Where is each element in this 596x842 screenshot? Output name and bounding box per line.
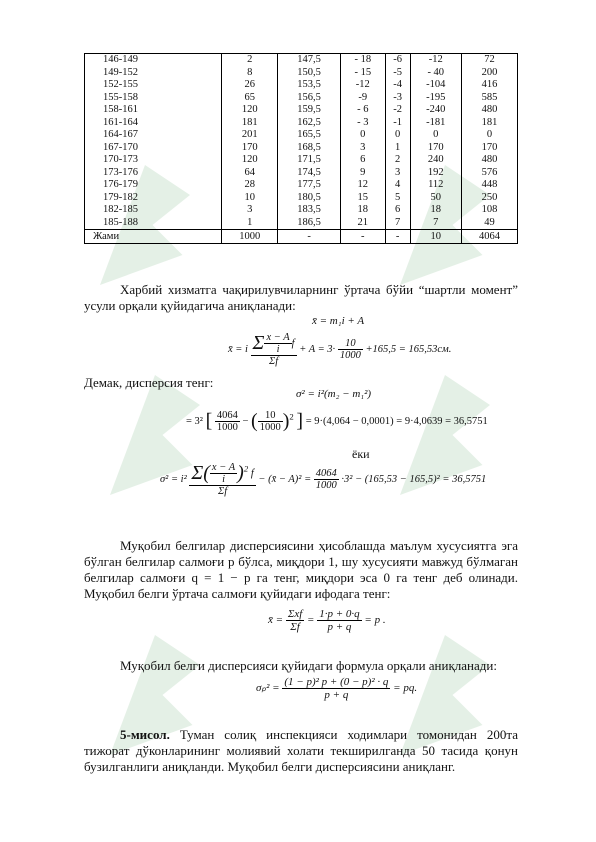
table-cell: 10: [410, 230, 462, 244]
table-cell: 147,5: [278, 54, 341, 67]
table-cell: 576: [462, 167, 518, 180]
table-cell: 167-170: [85, 142, 222, 155]
table-cell: 2: [222, 54, 278, 67]
table-cell: 15: [340, 192, 385, 205]
table-cell: - 18: [340, 54, 385, 67]
table-cell: -: [278, 230, 341, 244]
table-cell: 162,5: [278, 117, 341, 130]
table-cell: -2: [385, 104, 410, 117]
table-row: [85, 104, 518, 117]
table-cell: 250: [462, 192, 518, 205]
formula-variance-calc: = 3² [ $\frac{4064}{1000}$ − ( $\frac{10}{1000}$ )$^2$ ] = 9·(4,064 − 0,0001) = 9·4,0639 = 36,5751: [186, 410, 488, 433]
table-cell: 64: [222, 167, 278, 180]
table-cell: 152-155: [85, 79, 222, 92]
table-cell: 170: [222, 142, 278, 155]
table-row: [85, 167, 518, 180]
formula-mean-full: x̄ = i Σ $\frac{x - A}{i}$ f Σf + A = 3· $\frac{10}{1000}$ +165,5 = 165,53см.: [228, 332, 452, 367]
table-cell: 185-188: [85, 217, 222, 230]
table-cell: 1: [222, 217, 278, 230]
table-cell: -6: [385, 54, 410, 67]
table-cell: 1000: [222, 230, 278, 244]
table-cell: 165,5: [278, 129, 341, 142]
formula-alt-mean: x̄ = $\frac{\text{Σxf}}{\Sigma f}$ = $\frac{1\cdot p + 0\cdot q}{p + q}$ = p .: [268, 608, 386, 633]
table-row: [85, 129, 518, 142]
table-cell: Жами: [85, 230, 222, 244]
example-label: 5-мисол.: [120, 727, 170, 742]
table-cell: 4: [385, 179, 410, 192]
table-cell: 240: [410, 154, 462, 167]
table-row: [85, 217, 518, 230]
table-cell: 108: [462, 204, 518, 217]
table-cell: - 40: [410, 67, 462, 80]
table-cell: 156,5: [278, 92, 341, 105]
table-cell: 170: [462, 142, 518, 155]
table-cell: 7: [385, 217, 410, 230]
table-cell: 3: [222, 204, 278, 217]
example-text: Туман солиқ инспекцияси ходимлари томонидан 200та тижорат дўконларининг молиявий холати текширилганда 50 тасида қонун бузилганлиги аниқланди. Муқобил белги дисперсиясини аниқланг.: [84, 727, 518, 774]
table-cell: -12: [410, 54, 462, 67]
table-cell: 146-149: [85, 54, 222, 67]
table-cell: 181: [462, 117, 518, 130]
table-total-row: [85, 230, 518, 244]
table-cell: 183,5: [278, 204, 341, 217]
paragraph-moment-method: Харбий хизматга чақирилувчиларнинг ўртача бўйи “шартли момент” усули орқали қуйидагича аниқланади:: [84, 282, 518, 313]
table-cell: 180,5: [278, 192, 341, 205]
table-cell: 112: [410, 179, 462, 192]
table-cell: 10: [222, 192, 278, 205]
table-cell: 72: [462, 54, 518, 67]
table-cell: 480: [462, 104, 518, 117]
table-row: [85, 117, 518, 130]
table-cell: -9: [340, 92, 385, 105]
table-cell: 176-179: [85, 179, 222, 192]
table-cell: - 3: [340, 117, 385, 130]
table-cell: 153,5: [278, 79, 341, 92]
table-cell: 168,5: [278, 142, 341, 155]
table-row: [85, 142, 518, 155]
table-cell: 6: [340, 154, 385, 167]
table-row: [85, 79, 518, 92]
paragraph-alternative-attributes: Муқобил белгилар дисперсиясини ҳисоблашда маълум хусусиятга эга бўлган белгилар салмоғи p бўлса, миқдори 1, шу хусусияти мавжуд бўлмаган белгилар салмоғи q = 1 − p га тенг, миқдори эса 0 га тенг деб олинади. Муқобил белги ўртача салмоғи қуйидаги ифодага тенг:: [84, 538, 518, 601]
table-cell: 170-173: [85, 154, 222, 167]
table-cell: 120: [222, 104, 278, 117]
table-cell: -12: [340, 79, 385, 92]
table-cell: 155-158: [85, 92, 222, 105]
table-cell: 2: [385, 154, 410, 167]
table-cell: 585: [462, 92, 518, 105]
table-cell: 12: [340, 179, 385, 192]
formula-variance-full: σ² = i² Σ( $\frac{x - A}{i}$ )$^2$ f Σf − (x̄ − A)² = $\frac{4064}{1000}$ ·3² − (165,53 − 165,5)² = 36,5751: [160, 462, 487, 497]
table-cell: 1: [385, 142, 410, 155]
table-cell: 3: [385, 167, 410, 180]
formula-alt-variance: σₚ² = $\frac{\text{(1 − p)² p + (0 − p)² · q}}{p + q}$ = pq.: [256, 676, 418, 701]
table-cell: 170: [410, 142, 462, 155]
table-cell: -4: [385, 79, 410, 92]
table-cell: 8: [222, 67, 278, 80]
table-cell: 9: [340, 167, 385, 180]
paragraph-alt-variance: Муқобил белги дисперсияси қуйидаги формула орқали аниқланади:: [120, 658, 497, 673]
table-cell: 0: [410, 129, 462, 142]
table-cell: 480: [462, 154, 518, 167]
table-cell: 26: [222, 79, 278, 92]
table-cell: -1: [385, 117, 410, 130]
table-cell: 177,5: [278, 179, 341, 192]
table-cell: 28: [222, 179, 278, 192]
table-cell: 448: [462, 179, 518, 192]
table-row: [85, 92, 518, 105]
table-cell: 18: [410, 204, 462, 217]
table-cell: 120: [222, 154, 278, 167]
table-row: [85, 67, 518, 80]
table-cell: 6: [385, 204, 410, 217]
table-cell: 201: [222, 129, 278, 142]
table-cell: - 15: [340, 67, 385, 80]
table-cell: -3: [385, 92, 410, 105]
table-cell: 149-152: [85, 67, 222, 80]
table-cell: 181: [222, 117, 278, 130]
table-cell: 174,5: [278, 167, 341, 180]
table-cell: -240: [410, 104, 462, 117]
table-cell: 49: [462, 217, 518, 230]
table-row: [85, 154, 518, 167]
table-cell: 171,5: [278, 154, 341, 167]
table-cell: 173-176: [85, 167, 222, 180]
table-cell: -195: [410, 92, 462, 105]
paragraph-variance: Демак, дисперсия тенг:: [84, 375, 214, 390]
table-cell: 159,5: [278, 104, 341, 117]
table-cell: 182-185: [85, 204, 222, 217]
table-cell: 18: [340, 204, 385, 217]
table-cell: 21: [340, 217, 385, 230]
formula-mean-short: x̄ = m₁i + A: [312, 315, 365, 327]
formula-variance-short: σ² = i²(m₂ − m₁²): [296, 388, 372, 400]
table-cell: 161-164: [85, 117, 222, 130]
table-cell: - 6: [340, 104, 385, 117]
table-cell: -: [385, 230, 410, 244]
frequency-table: [84, 53, 518, 244]
table-cell: 164-167: [85, 129, 222, 142]
table-cell: 200: [462, 67, 518, 80]
table-cell: 5: [385, 192, 410, 205]
table-cell: 179-182: [85, 192, 222, 205]
table-cell: 192: [410, 167, 462, 180]
table-cell: 65: [222, 92, 278, 105]
table-cell: 416: [462, 79, 518, 92]
table-cell: 0: [462, 129, 518, 142]
table-cell: 150,5: [278, 67, 341, 80]
table-cell: -5: [385, 67, 410, 80]
table-cell: 3: [340, 142, 385, 155]
table-cell: 7: [410, 217, 462, 230]
table-cell: 0: [385, 129, 410, 142]
table-row: [85, 192, 518, 205]
table-row: [85, 54, 518, 67]
table-cell: -104: [410, 79, 462, 92]
table-cell: 4064: [462, 230, 518, 244]
table-cell: 50: [410, 192, 462, 205]
table-row: [85, 179, 518, 192]
paragraph-example-5: [84, 727, 518, 775]
table-cell: 158-161: [85, 104, 222, 117]
table-cell: -: [340, 230, 385, 244]
table-cell: 0: [340, 129, 385, 142]
table-row: [85, 204, 518, 217]
table-cell: -181: [410, 117, 462, 130]
word-or: ёки: [352, 447, 370, 461]
table-cell: 186,5: [278, 217, 341, 230]
